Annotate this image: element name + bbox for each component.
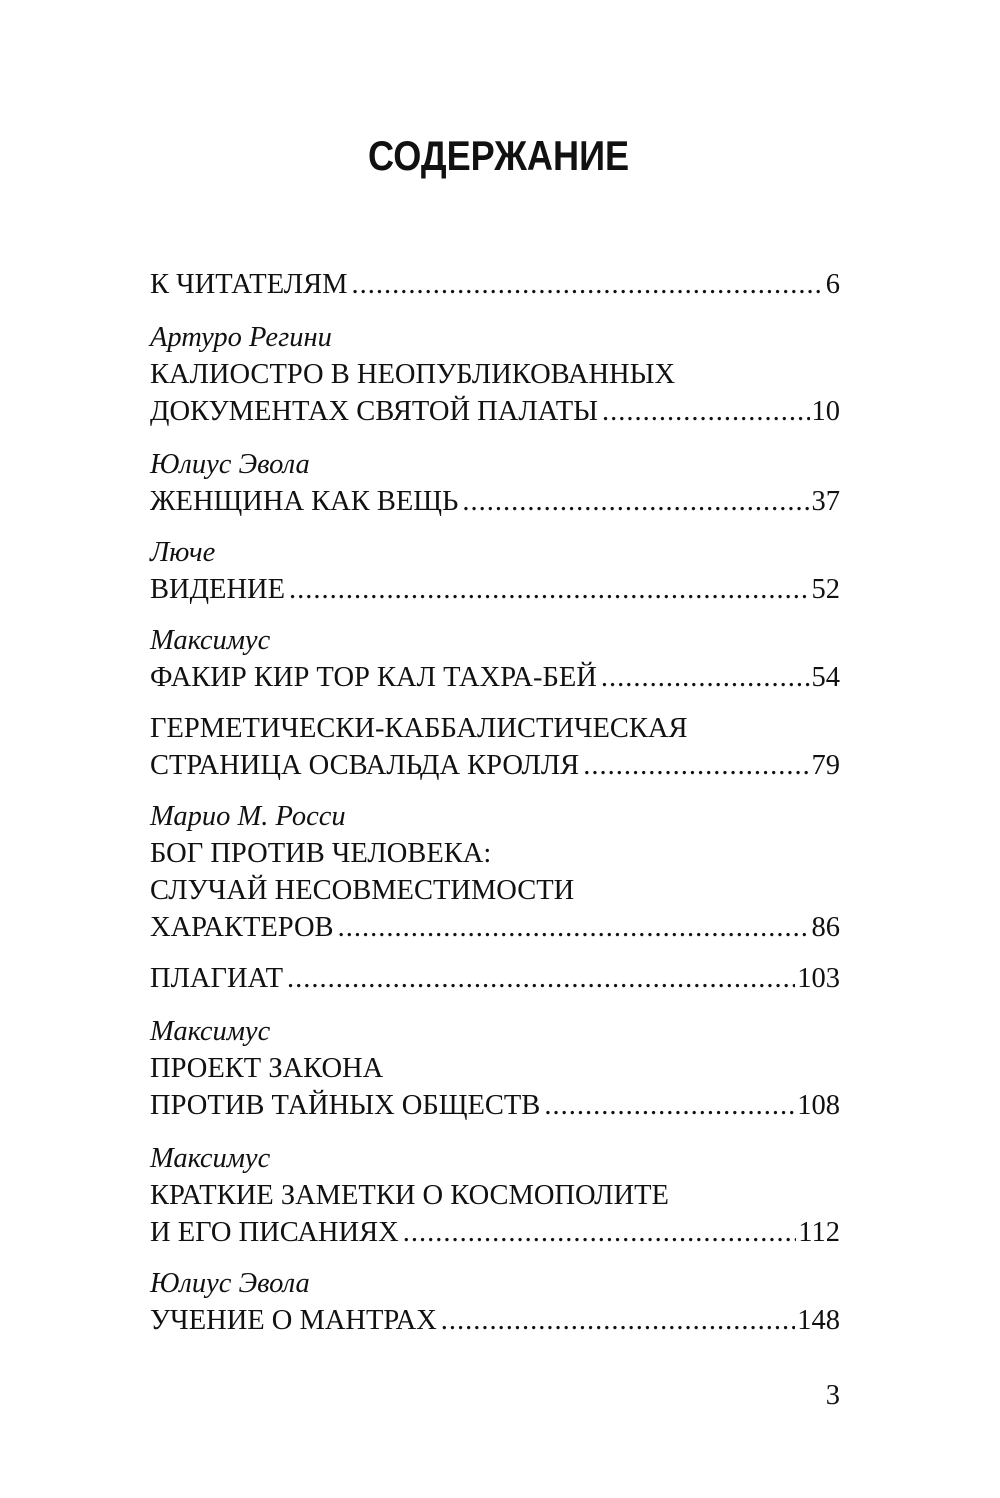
dot-leader — [462, 483, 809, 520]
page-number: 3 — [825, 1380, 840, 1411]
entry-page-number: 112 — [798, 1217, 840, 1248]
toc-entry[interactable] — [150, 960, 840, 997]
entry-page-number: 37 — [811, 486, 840, 517]
entry-title-line: ГЕРМЕТИЧЕСКИ-КАББАЛИСТИЧЕСКАЯ — [150, 713, 688, 744]
entry-title-line: СЛУЧАЙ НЕСОВМЕСТИМОСТИ — [150, 875, 575, 906]
entry-author: Артуро Регини — [150, 322, 332, 353]
entry-page-number: 103 — [797, 963, 840, 994]
toc-entry[interactable] — [150, 319, 840, 430]
entry-title-last-line — [150, 909, 840, 946]
entry-page-number: 108 — [797, 1090, 840, 1121]
entry-title-text: К ЧИТАТЕЛЯМ — [150, 269, 348, 300]
dot-leader — [544, 1087, 795, 1124]
entry-author: Максимус — [150, 625, 271, 656]
toc-entry[interactable] — [150, 534, 840, 608]
entry-author: Максимус — [150, 1143, 271, 1174]
dot-leader — [403, 1214, 797, 1251]
entry-title-line: ПРОЕКТ ЗАКОНА — [150, 1053, 384, 1084]
entry-title-last-line — [150, 393, 840, 430]
entry-author: Марио М. Росси — [150, 801, 346, 832]
entry-title-text: ВИДЕНИЕ — [150, 574, 286, 605]
entry-title-last-line — [150, 1087, 840, 1124]
entry-page-number: 86 — [811, 912, 840, 943]
dot-leader — [441, 1302, 795, 1339]
toc-entry[interactable] — [150, 622, 840, 696]
entry-title-last-line — [150, 266, 840, 303]
entry-title-text: ПРОТИВ ТАЙНЫХ ОБЩЕСТВ — [150, 1090, 541, 1121]
entry-title-text: УЧЕНИЕ О МАНТРАХ — [150, 1305, 437, 1336]
entry-title-line: КАЛИОСТРО В НЕОПУБЛИКОВАННЫХ — [150, 359, 676, 390]
entry-title-last-line — [150, 659, 840, 696]
dot-leader — [338, 909, 810, 946]
dot-leader — [289, 571, 809, 608]
dot-leader — [602, 393, 809, 430]
entry-page-number: 148 — [797, 1305, 840, 1336]
dot-leader — [351, 266, 823, 303]
entry-title-last-line — [150, 483, 840, 520]
entry-title-last-line — [150, 1214, 840, 1251]
toc-entry[interactable] — [150, 798, 840, 946]
entry-author: Юлиус Эвола — [150, 1268, 310, 1299]
entry-title-text: СТРАНИЦА ОСВАЛЬДА КРОЛЛЯ — [150, 750, 580, 781]
entry-title-text: ФАКИР КИР ТОР КАЛ ТАХРА-БЕЙ — [150, 662, 597, 693]
entry-author: Люче — [150, 537, 216, 568]
entry-title-last-line — [150, 571, 840, 608]
dot-leader — [287, 960, 795, 997]
entry-title-line: БОГ ПРОТИВ ЧЕЛОВЕКА: — [150, 838, 492, 869]
dot-leader — [601, 659, 810, 696]
entry-title-last-line — [150, 960, 840, 997]
entry-title-text: ХАРАКТЕРОВ — [150, 912, 334, 943]
entry-author: Юлиус Эвола — [150, 449, 310, 480]
entry-title-text: ЖЕНЩИНА КАК ВЕЩЬ — [150, 486, 459, 517]
entry-title-line: КРАТКИЕ ЗАМЕТКИ О КОСМОПОЛИТЕ — [150, 1180, 669, 1211]
entry-title-text: И ЕГО ПИСАНИЯХ — [150, 1217, 399, 1248]
toc-entry[interactable] — [150, 266, 840, 303]
entry-title-text: ПЛАГИАТ — [150, 963, 284, 994]
entry-page-number: 54 — [811, 662, 840, 693]
page-title: СОДЕРЖАНИЕ — [368, 132, 630, 179]
toc-entry[interactable] — [150, 1140, 840, 1251]
entry-title-last-line — [150, 747, 840, 784]
entry-page-number: 10 — [811, 396, 840, 427]
toc-entry[interactable] — [150, 1265, 840, 1339]
entry-page-number: 6 — [825, 269, 840, 300]
entry-title-text: ДОКУМЕНТАХ СВЯТОЙ ПАЛАТЫ — [150, 396, 599, 427]
toc-entry[interactable] — [150, 446, 840, 520]
entry-title-last-line — [150, 1302, 840, 1339]
table-of-contents — [150, 252, 840, 1339]
toc-entry[interactable] — [150, 1013, 840, 1124]
toc-entry[interactable] — [150, 710, 840, 784]
entry-page-number: 52 — [811, 574, 840, 605]
entry-page-number: 79 — [811, 750, 840, 781]
entry-author: Максимус — [150, 1016, 271, 1047]
dot-leader — [583, 747, 809, 784]
